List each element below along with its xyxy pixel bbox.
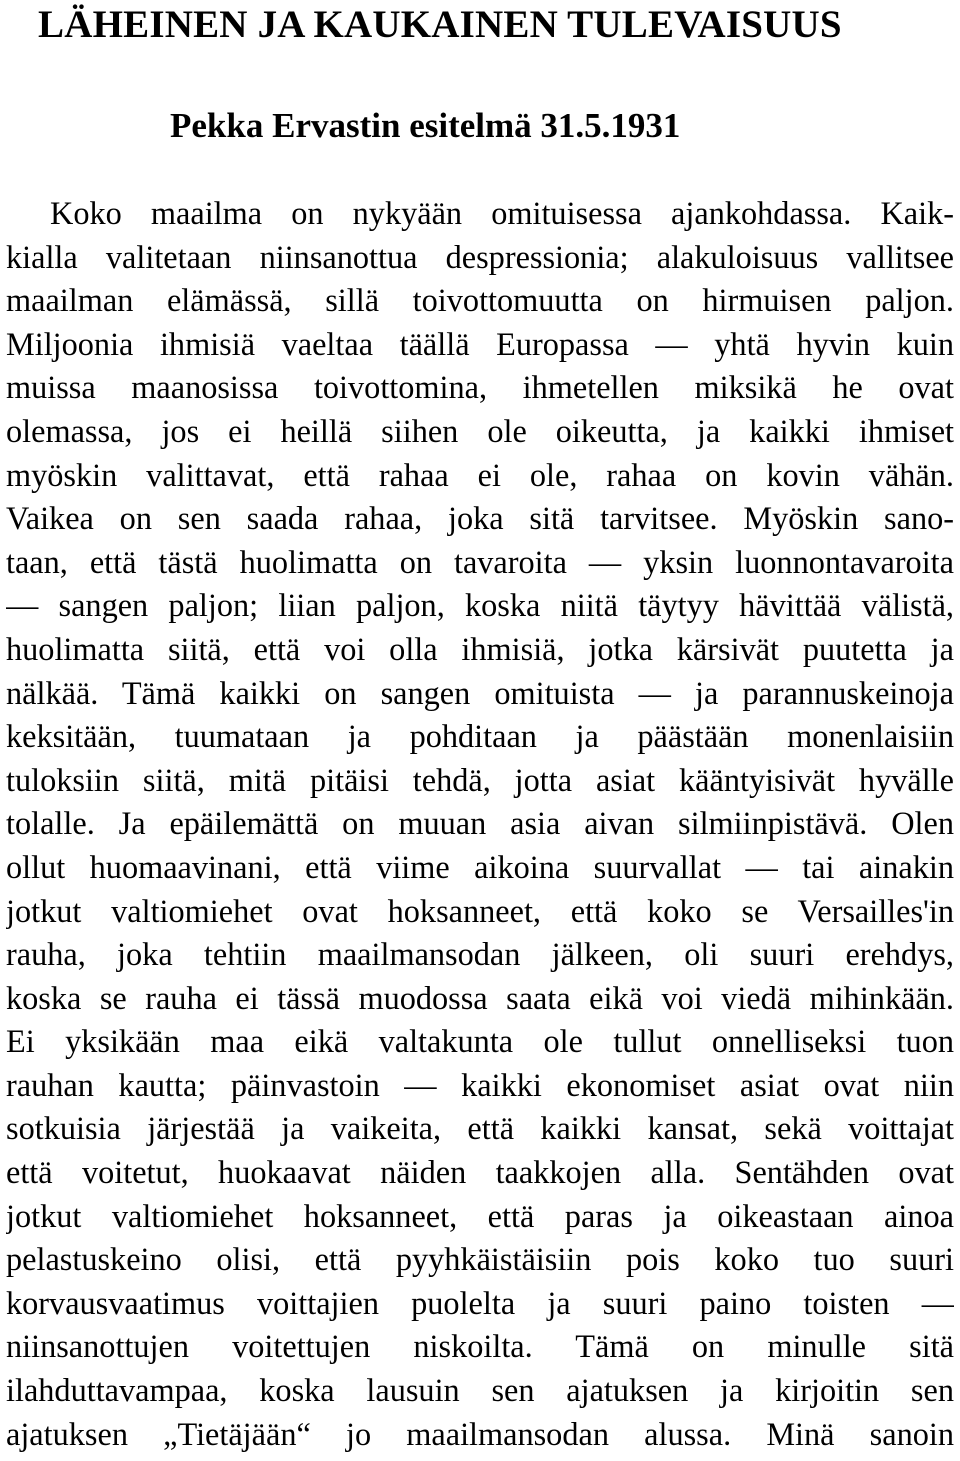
text-line: Ei yksikään maa eikä valtakunta ole tullut onnelliseksi tuon [6, 1023, 954, 1060]
text-line: rauha, joka tehtiin maailmansodan jälkeen, oli suuri erehdys, [6, 936, 954, 973]
text-line: ilahduttavampaa, koska lausuin sen ajatuksen ja kirjoitin sen [6, 1372, 954, 1409]
text-line: keksitään, tuumataan ja pohditaan ja päästään monenlaisiin [6, 718, 954, 755]
text-line: muissa maanosissa toivottomina, ihmetellen miksikä he ovat [6, 369, 954, 406]
text-line: Miljoonia ihmisiä vaeltaa täällä Europassa ― yhtä hyvin kuin [6, 325, 954, 362]
text-line: pelastuskeino olisi, että pyyhkäistäisiin pois koko tuo suuri [6, 1241, 954, 1278]
text-line: tuloksiin siitä, mitä pitäisi tehdä, jotta asiat kääntyisivät hyvälle [6, 761, 954, 798]
text-line: ollut huomaavinani, että viime aikoina suurvallat ― tai ainakin [6, 848, 954, 885]
text-line: sotkuisia järjestää ja vaikeita, että kaikki kansat, sekä voittajat [6, 1110, 954, 1147]
text-line: huolimatta siitä, että voi olla ihmisiä, jotka kärsivät puutetta ja [6, 630, 954, 667]
text-line: ― sangen paljon; liian paljon, koska niitä täytyy hävittää välistä, [6, 587, 954, 624]
text-line: ajatuksen „Tietäjään“ jo maailmansodan alussa. Minä sanoin [6, 1415, 954, 1452]
text-line: Koko maailma on nykyään omituisessa ajankohdassa. Kaik- [50, 195, 954, 231]
text-line: olemassa, jos ei heillä siihen ole oikeutta, ja kaikki ihmiset [6, 412, 954, 449]
text-line: jotkut valtiomiehet hoksanneet, että paras ja oikeastaan ainoa [6, 1197, 954, 1234]
text-line: nälkää. Tämä kaikki on sangen omituista ― ja parannuskeinoja [6, 674, 954, 711]
body-paragraph [6, 192, 954, 1456]
text-line: tolalle. Ja epäilemättä on muuan asia aivan silmiinpistävä. Olen [6, 805, 954, 842]
document-subtitle: Pekka Ervastin esitelmä 31.5.1931 [170, 106, 681, 145]
text-line: että voitetut, huokaavat näiden taakkojen alla. Sentähden ovat [6, 1154, 954, 1191]
text-line: koska se rauha ei tässä muodossa saata eikä voi viedä mihinkään. [6, 979, 954, 1016]
text-line: niinsanottujen voitettujen niskoilta. Tämä on minulle sitä [6, 1328, 954, 1365]
text-line: rauhan kautta; päinvastoin ― kaikki ekonomiset asiat ovat niin [6, 1066, 954, 1103]
document-title: LÄHEINEN JA KAUKAINEN TULEVAISUUS [38, 3, 842, 46]
text-line: maailman elämässä, sillä toivottomuutta on hirmuisen paljon. [6, 282, 954, 319]
text-line: myöskin valittavat, että rahaa ei ole, rahaa on kovin vähän. [6, 456, 954, 493]
text-line: kialla valitetaan niinsanottua despressionia; alakuloisuus vallitsee [6, 238, 954, 275]
text-line: korvausvaatimus voittajien puolelta ja suuri paino toisten ― [6, 1284, 954, 1321]
text-line: Vaikea on sen saada rahaa, joka sitä tarvitsee. Myöskin sano- [6, 500, 954, 537]
text-line: taan, että tästä huolimatta on tavaroita ― yksin luonnontavaroita [6, 543, 954, 580]
text-line: jotkut valtiomiehet ovat hoksanneet, että koko se Versailles'in [6, 892, 954, 929]
